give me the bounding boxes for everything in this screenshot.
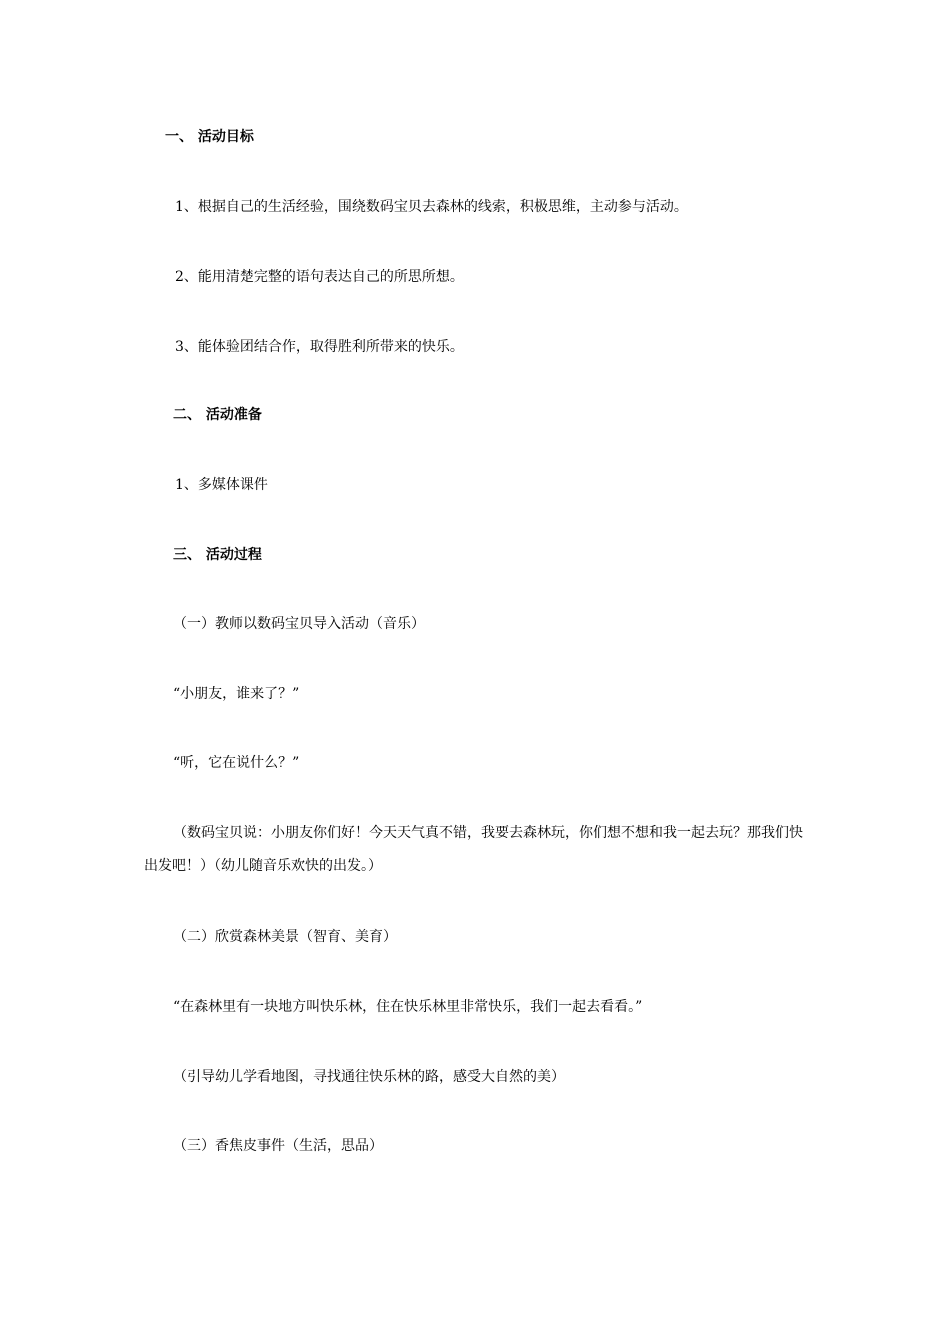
narration-line: （引导幼儿学看地图，寻找通往快乐林的路，感受大自然的美） [173,1069,565,1085]
dialogue-line: “听，它在说什么？” [173,755,300,771]
section-heading-preparation: 二、 活动准备 [173,407,262,423]
process-step-3: （三）香焦皮事件（生活，思品） [173,1138,383,1154]
dialogue-line: “小朋友，谁来了？” [173,686,300,702]
section-heading-goals: 一、 活动目标 [165,129,254,145]
narration-line-continued: 出发吧！）（幼儿随音乐欢快的出发。） [144,858,382,874]
dialogue-line: “在森林里有一块地方叫快乐林，住在快乐林里非常快乐，我们一起去看看。” [173,999,643,1015]
goal-item-3: 3、能体验团结合作，取得胜利所带来的快乐。 [175,339,464,355]
process-step-2: （二）欣赏森林美景（智育、美育） [173,929,397,945]
process-step-1: （一）教师以数码宝贝导入活动（音乐） [173,616,425,632]
section-heading-process: 三、 活动过程 [173,547,262,563]
preparation-item-1: 1、多媒体课件 [175,477,268,493]
goal-item-1: 1、根据自己的生活经验，围绕数码宝贝去森林的线索，积极思维，主动参与活动。 [175,199,688,215]
goal-item-2: 2、能用清楚完整的语句表达自己的所思所想。 [175,269,464,285]
narration-line: （数码宝贝说：小朋友你们好！今天天气真不错，我要去森林玩，你们想不想和我一起去玩？那我们快 [173,825,803,841]
